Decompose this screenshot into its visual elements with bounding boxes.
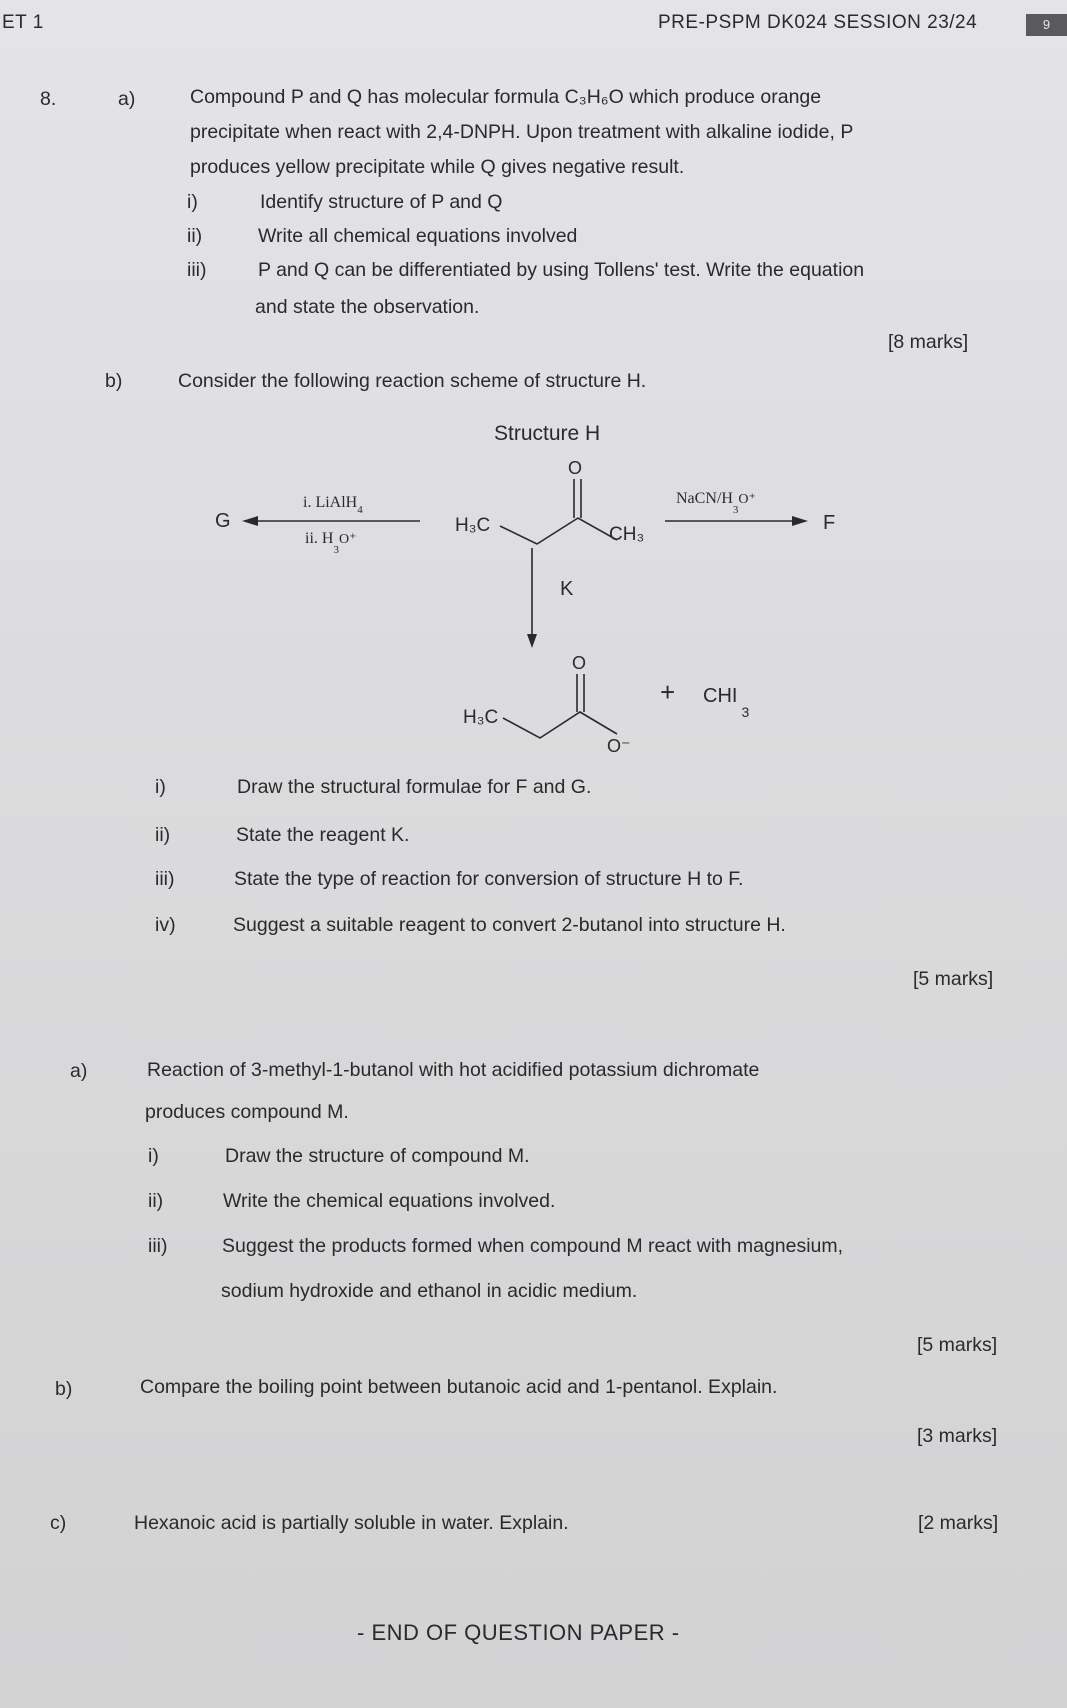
- arrow-head-left: [242, 516, 258, 526]
- part-label: b): [55, 1378, 73, 1400]
- subpart-number: ii): [187, 225, 203, 247]
- svg-text:i. LiAlH4: i. LiAlH$_4$: [303, 494, 363, 516]
- part-label: a): [70, 1060, 88, 1082]
- question-text: Reaction of 3-methyl-1-butanol with hot acidified potassium dichromate: [147, 1059, 760, 1081]
- marks-label: [2 marks]: [918, 1512, 999, 1534]
- svg-text:CHI3: $CHI_3$: [703, 685, 750, 720]
- marks-label: [5 marks]: [917, 1334, 998, 1356]
- page-number-badge: 9: [1026, 14, 1067, 36]
- subpart-number: iv): [155, 914, 176, 936]
- subpart-number: ii): [155, 824, 171, 846]
- carbon-skeleton: [500, 518, 617, 544]
- subpart-text: Write the chemical equations involved.: [223, 1190, 556, 1212]
- reagent-k-label: K: [560, 578, 574, 600]
- subpart-text: State the type of reaction for conversion of structure H to F.: [234, 868, 744, 890]
- subpart-text: and state the observation.: [255, 296, 480, 318]
- part-label: b): [105, 370, 123, 392]
- subpart-text: Draw the structure of compound M.: [225, 1145, 530, 1167]
- product-oxygen: O: [572, 653, 587, 673]
- subpart-text: P and Q can be differentiated by using Tollens' test. Write the equation: [258, 259, 865, 281]
- subpart-number: i): [148, 1145, 159, 1167]
- reagent-h3o-left: ii. H: [305, 530, 334, 547]
- ch3-group: CH₃: [609, 524, 645, 545]
- marks-label: [5 marks]: [913, 968, 994, 990]
- question-text: Compound P and Q has molecular formula C₃H₆O which produce orange: [190, 86, 822, 108]
- header-left-text: ET 1: [2, 12, 44, 33]
- marks-label: [3 marks]: [917, 1425, 998, 1447]
- marks-label: [8 marks]: [888, 331, 969, 353]
- question-text: produces yellow precipitate while Q gives negative result.: [190, 156, 685, 178]
- arrow-head-down: [527, 634, 537, 648]
- subpart-number: ii): [148, 1190, 164, 1212]
- question-number: 8.: [40, 88, 57, 110]
- carboxylate-oxygen: O⁻: [607, 736, 631, 756]
- subpart-number: i): [155, 776, 166, 798]
- part-label: c): [50, 1512, 67, 1534]
- h3c-group: H₃C: [455, 515, 491, 536]
- subpart-text: Suggest a suitable reagent to convert 2-butanol into structure H.: [233, 914, 786, 936]
- question-text: Consider the following reaction scheme of structure H.: [178, 370, 647, 392]
- compound-f-label: F: [823, 512, 836, 534]
- reagent-lialh4: i. LiAlH: [303, 494, 358, 511]
- question-text: Compare the boiling point between butanoic acid and 1-pentanol. Explain.: [140, 1376, 778, 1398]
- plus-sign: +: [660, 677, 676, 707]
- subpart-text: sodium hydroxide and ethanol in acidic medium.: [221, 1280, 638, 1302]
- subpart-text: Suggest the products formed when compound M react with magnesium,: [222, 1235, 844, 1257]
- question-text: produces compound M.: [145, 1101, 349, 1123]
- reagent-nacn: NaCN/H: [676, 490, 733, 507]
- svg-text:ii. H3O⁺: ii. $H_3O^+$: [305, 530, 357, 556]
- subpart-number: iii): [187, 259, 207, 281]
- svg-text:NaCN/H3O⁺: NaCN/$H_3O^+$: [676, 490, 756, 516]
- reaction-scheme-diagram: [0, 0, 1067, 760]
- compound-g-label: G: [215, 510, 231, 532]
- subpart-number: iii): [148, 1235, 168, 1257]
- iodoform: CHI: [703, 685, 738, 707]
- scheme-title: Structure H: [494, 422, 601, 445]
- paper-title: PRE-PSPM DK024 SESSION 23/24: [658, 12, 978, 33]
- question-text: precipitate when react with 2,4-DNPH. Upon treatment with alkaline iodide, P: [190, 121, 854, 143]
- subpart-number: iii): [155, 868, 175, 890]
- product-skeleton: [503, 712, 617, 738]
- subpart-text: Write all chemical equations involved: [258, 225, 578, 247]
- part-label: a): [118, 88, 136, 110]
- subpart-text: Identify structure of P and Q: [260, 191, 503, 213]
- question-text: Hexanoic acid is partially soluble in water. Explain.: [134, 1512, 569, 1534]
- end-of-paper: - END OF QUESTION PAPER -: [357, 1620, 680, 1645]
- subpart-text: State the reagent K.: [236, 824, 410, 846]
- subpart-number: i): [187, 191, 198, 213]
- subpart-text: Draw the structural formulae for F and G.: [237, 776, 592, 798]
- arrow-head-right: [792, 516, 808, 526]
- product-h3c-group: H₃C: [463, 707, 499, 728]
- carbonyl-oxygen: O: [568, 458, 583, 478]
